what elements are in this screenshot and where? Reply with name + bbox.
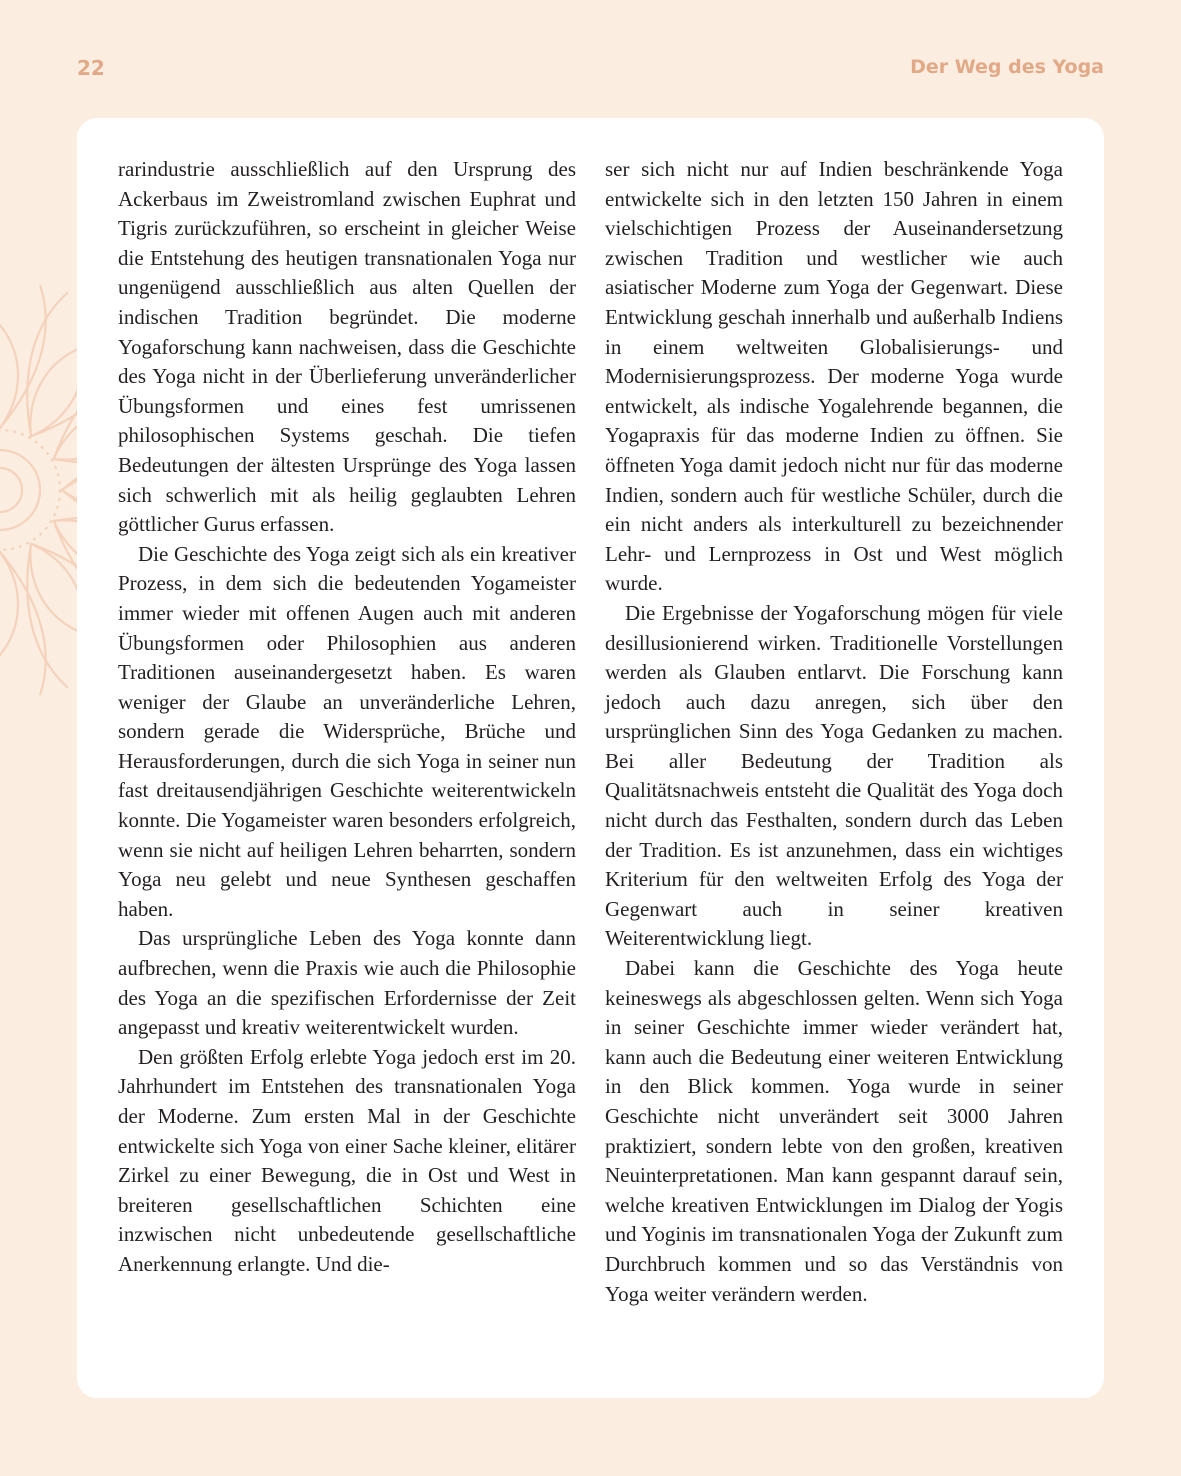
text-column-right: [605, 155, 1063, 1309]
running-header: Der Weg des Yoga: [910, 56, 1104, 78]
paragraph: Dabei kann die Geschichte des Yoga heute keineswegs als abgeschlossen gelten. Wenn sich Yoga in seiner Geschichte immer wieder verändert hat, kann auch die Bedeutung einer weiteren Entwicklung in den Blick kommen. Yoga wurde in seiner Geschichte nicht unverändert seit 3000 Jahren praktiziert, sondern lebte von den großen, kreativen Neuinterpretationen. Man kann gespannt darauf sein, welche kreativen Entwicklungen im Dialog der Yogis und Yoginis im transnationalen Yoga der Zukunft zum Durchbruch kommen und so das Verständnis von Yoga weiter verändern werden.: [605, 956, 1063, 1306]
paragraph: Den größten Erfolg erlebte Yoga jedoch erst im 20. Jahrhundert im Entstehen des transnationalen Yoga der Moderne. Zum ersten Mal in der Geschichte entwickelte sich Yoga von einer Sache kleiner, elitärer Zirkel zu einer Bewegung, die in Ost und West in breiteren gesellschaftlichen Schichten eine inzwischen nicht unbedeutende gesellschaftliche Anerkennung erlangte. Und die-: [118, 1044, 576, 1276]
paragraph: ser sich nicht nur auf Indien beschränkende Yoga entwickelte sich in den letzten 150 Jahren in einem vielschichtigen Prozess der Auseinandersetzung zwischen Tradition und westlicher wie auch asiatischer Moderne zum Yoga der Gegenwart. Diese Entwicklung geschah innerhalb und außerhalb Indiens in einem weltweiten Globalisierungs- und Modernisierungsprozess. Der moderne Yoga wurde entwickelt, als indische Yogalehrende begannen, die Yogapraxis für das moderne Indien zu öffnen. Sie öffneten Yoga damit jedoch nicht nur für das moderne Indien, sondern auch für westliche Schüler, durch die ein nicht anders als interkulturell zu bezeichnender Lehr- und Lernprozess in Ost und West möglich wurde.: [605, 157, 1063, 596]
paragraph: rarindustrie ausschließlich auf den Ursprung des Ackerbaus im Zweistromland zwischen Euphrat und Tigris zurückzuführen, so erscheint in gleicher Weise die Entstehung des heutigen transnationalen Yoga nur ungenügend ausschließlich aus alten Quellen der indischen Tradition begründet. Die moderne Yogaforschung kann nachweisen, dass die Geschichte des Yoga nicht in der Überlieferung unveränderlicher Übungsformen und eines fest umrissenen philosophischen Systems geschah. Die tiefen Bedeutungen der ältesten Ursprünge des Yoga lassen sich schwerlich mit als heilig geglaubten Lehren göttlicher Gurus erfassen.: [118, 157, 576, 537]
text-column-left: [118, 155, 576, 1280]
paragraph: Die Geschichte des Yoga zeigt sich als ein kreativer Prozess, in dem sich die bedeutenden Yogameister immer wieder mit offenen Augen auch mit anderen Übungsformen oder Philosophien aus anderen Traditionen auseinandergesetzt haben. Es waren weniger der Glaube an unveränderliche Lehren, sondern gerade die Widersprüche, Brüche und Herausforderungen, durch die sich Yoga in seiner nun fast dreitausendjährigen Geschichte weiterentwickeln konnte. Die Yogameister waren besonders erfolgreich, wenn sie nicht auf heiligen Lehren beharrten, sondern Yoga neu gelebt und neue Synthesen geschaffen haben.: [118, 541, 576, 921]
paragraph: Die Ergebnisse der Yogaforschung mögen für viele desillusionierend wirken. Traditionelle Vorstellungen werden als Glauben entlarvt. Die Forschung kann jedoch auch dazu anregen, sich über den ursprünglichen Sinn des Yoga Gedanken zu machen. Bei aller Bedeutung der Tradition als Qualitätsnachweis entsteht die Qualität des Yoga doch nicht durch das Festhalten, sondern durch das Leben der Tradition. Es ist anzunehmen, dass ein wichtiges Kriterium für den weltweiten Erfolg des Yoga der Gegenwart auch in seiner kreativen Weiterentwicklung liegt.: [605, 600, 1063, 951]
paragraph: Das ursprüngliche Leben des Yoga konnte dann aufbrechen, wenn die Praxis wie auch die Philosophie des Yoga an die spezifischen Erfordernisse der Zeit angepasst und kreativ weiterentwickelt wurden.: [118, 926, 576, 1040]
page-number: 22: [77, 56, 105, 80]
